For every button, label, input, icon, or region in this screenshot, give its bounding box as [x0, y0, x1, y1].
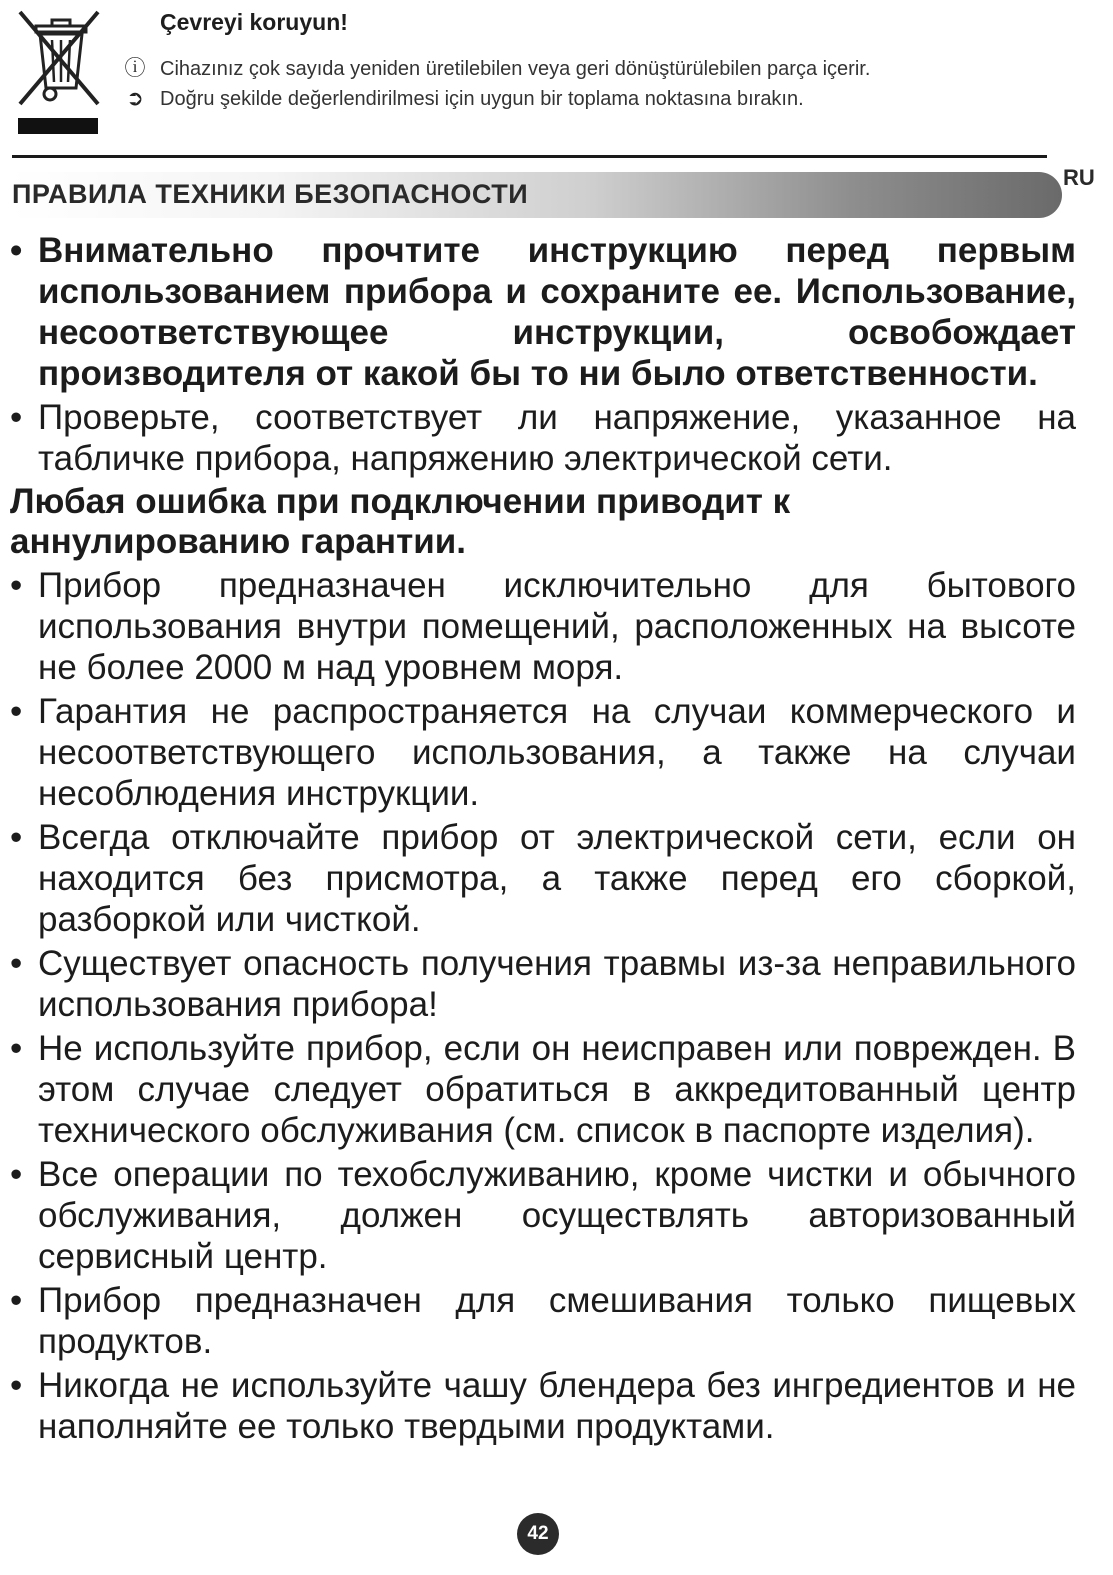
list-item [10, 1365, 1076, 1447]
list-item-text: Не используйте прибор, если он неисправен или поврежден. В этом случае следует обратиться в аккредитованный центр технического обслуживания (см. список в паспорте изделия). [38, 1029, 1076, 1150]
list-item-text: Существует опасность получения травмы из-за неправильного использования прибора! [38, 944, 1076, 1024]
bullet: • [10, 1029, 23, 1068]
list-item [10, 817, 1076, 940]
list-item-text: Никогда не используйте чашу блендера без ингредиентов и не наполняйте ее только твердыми продуктами. [38, 1366, 1076, 1446]
bullet: • [10, 692, 23, 731]
crossed-out-wheelie-bin-icon [14, 8, 104, 136]
list-item-text: Прибор предназначен для смешивания только пищевых продуктов. [38, 1281, 1076, 1361]
list-item-text: Гарантия не распространяется на случаи коммерческого и несоответствующего использования, а также на случаи несоблюдения инструкции. [38, 692, 1076, 813]
environment-line-collection [122, 86, 804, 111]
environment-line-text: Doğru şekilde değerlendirilmesi için uygun bir toplama noktasına bırakın. [160, 88, 804, 110]
bullet: • [10, 1281, 23, 1320]
bullet: • [10, 231, 23, 270]
list-item [10, 1280, 1076, 1362]
bullet: • [10, 818, 23, 857]
environment-title: Çevreyi koruyun! [160, 9, 348, 35]
language-tag: RU [1063, 165, 1095, 190]
bullet: • [10, 1366, 23, 1405]
environment-notice [0, 0, 1113, 150]
list-item [10, 397, 1076, 479]
info-icon: ⓘ [124, 57, 146, 80]
list-item [10, 943, 1076, 1025]
list-item [10, 1028, 1076, 1151]
list-item-text: Все операции по техобслуживанию, кроме чистки и обычного обслуживания, должен осуществлять авторизованный сервисный центр. [38, 1155, 1076, 1276]
page-number: 42 [517, 1513, 559, 1555]
bullet: • [10, 566, 23, 605]
list-item-text: Проверьте, соответствует ли напряжение, указанное на табличке прибора, напряжению электрической сети. [38, 398, 1076, 478]
section-title: ПРАВИЛА ТЕХНИКИ БЕЗОПАСНОСТИ [12, 179, 529, 209]
list-item [10, 691, 1076, 814]
safety-instructions [10, 230, 1076, 1450]
warranty-warning: Любая ошибка при подключении приводит к аннулированию гарантии. [10, 482, 791, 561]
list-item-text: Всегда отключайте прибор от электрической сети, если он находится без присмотра, а также перед его сборкой, разборкой или чисткой. [38, 818, 1076, 939]
bullet: • [10, 1155, 23, 1194]
bullet: • [10, 398, 23, 437]
list-item-text: Прибор предназначен исключительно для бытового использования внутри помещений, расположенных на высоте не более 2000 м над уровнем моря. [38, 566, 1076, 687]
section-divider [12, 155, 1047, 158]
list-item [10, 230, 1076, 394]
list-item [10, 1154, 1076, 1277]
environment-line-text: Cihazınız çok sayıda yeniden üretilebilen veya geri dönüştürülebilen parça içerir. [160, 58, 871, 80]
list-item [10, 565, 1076, 688]
recycle-arrow-icon: ➲ [126, 87, 144, 110]
list-item-text: Внимательно прочтите инструкцию перед первым использованием прибора и сохраните ее. Использование, несоответствующее инструкции, освобождает производителя от какой бы то ни было ответственности. [38, 231, 1076, 393]
environment-line-recyclable [122, 52, 870, 82]
bullet: • [10, 944, 23, 983]
